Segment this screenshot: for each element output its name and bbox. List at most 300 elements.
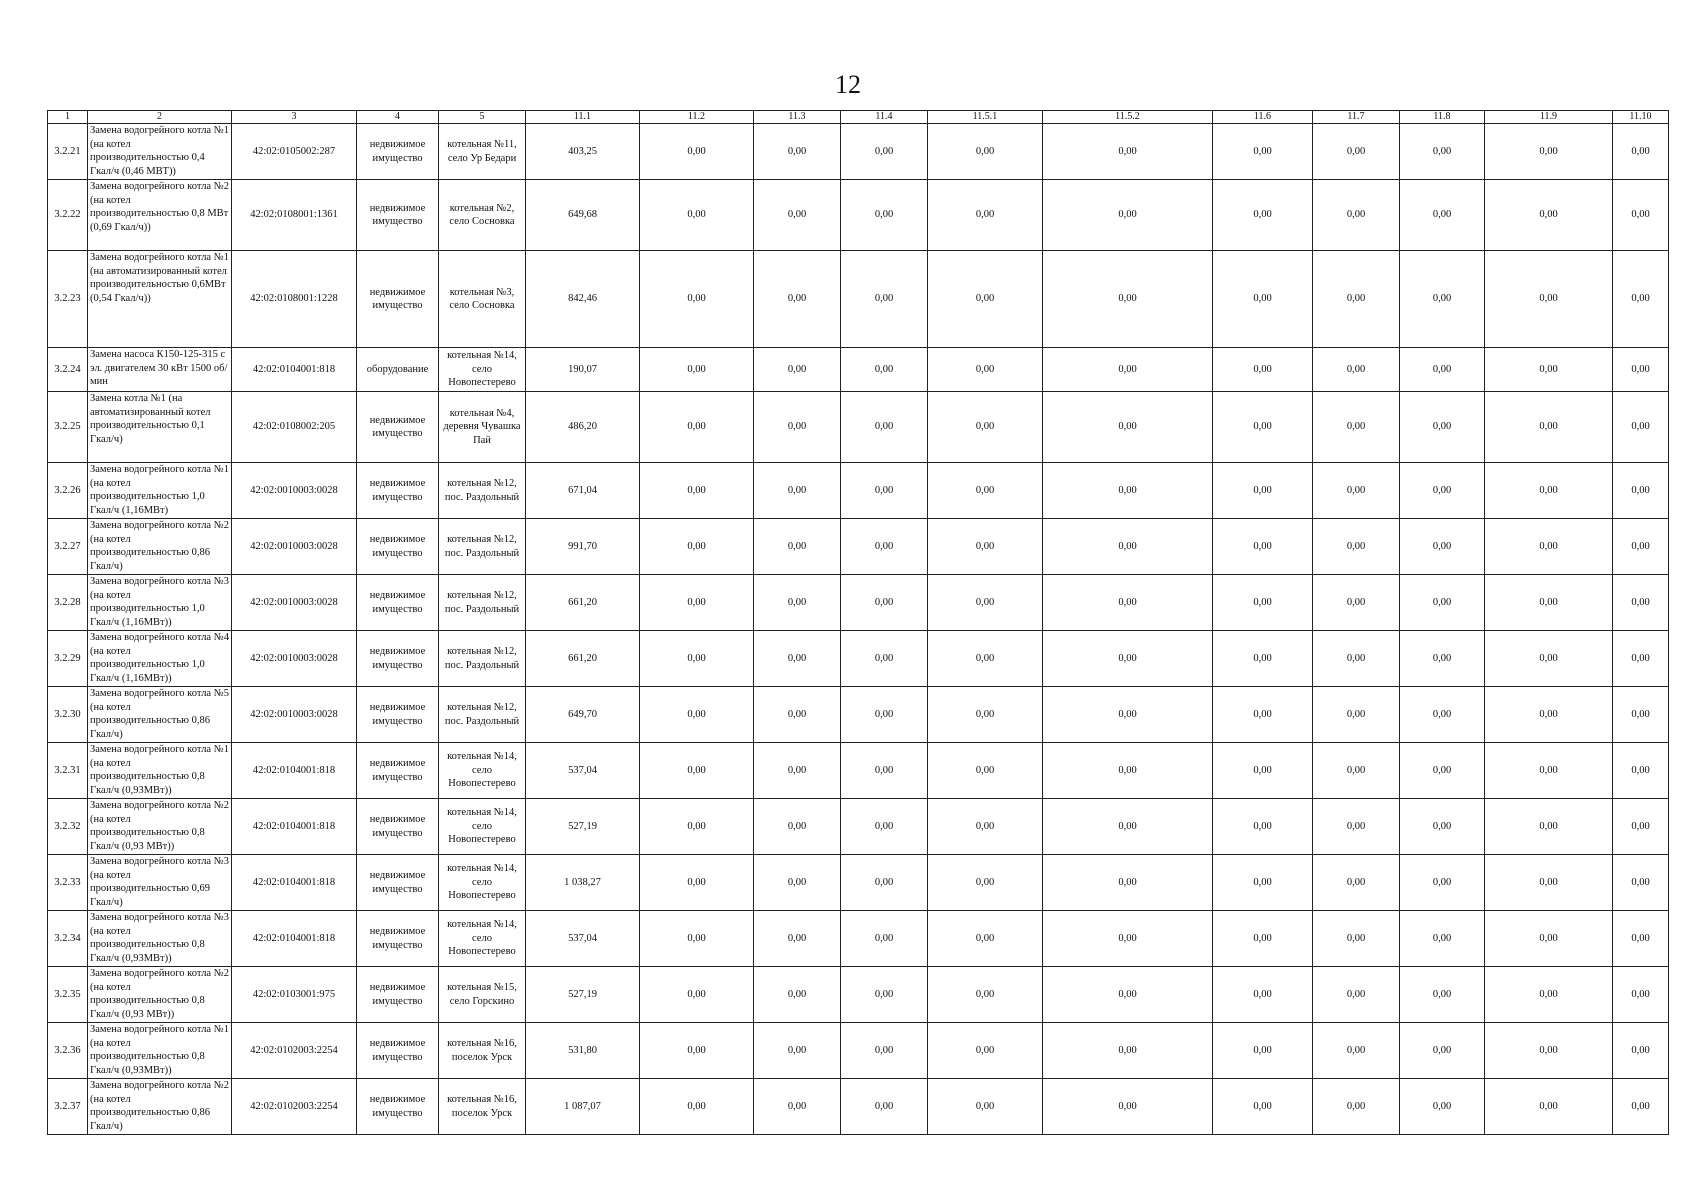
property-type: недвижимое имущество (357, 392, 439, 463)
work-description: Замена водогрейного котла №3 (на котел производительностью 0,69 Гкал/ч) (88, 855, 232, 911)
value-cell: 0,00 (1213, 1079, 1313, 1135)
value-cell: 0,00 (1485, 519, 1613, 575)
cadastral-number: 42:02:0104001:818 (232, 911, 357, 967)
work-description: Замена водогрейного котла №3 (на котел производительностью 0,8 Гкал/ч (0,93МВт)) (88, 911, 232, 967)
column-header: 11.7 (1313, 111, 1400, 124)
column-header: 11.2 (640, 111, 754, 124)
property-type: недвижимое имущество (357, 180, 439, 251)
value-cell: 0,00 (841, 519, 928, 575)
value-cell: 0,00 (1485, 911, 1613, 967)
value-cell: 0,00 (1313, 743, 1400, 799)
work-description: Замена водогрейного котла №2 (на котел производительностью 0,8 МВт (0,69 Гкал/ч)) (88, 180, 232, 251)
value-cell: 0,00 (1613, 967, 1669, 1023)
facility-name: котельная №14, село Новопестерево (439, 855, 526, 911)
column-header: 11.1 (526, 111, 640, 124)
value-cell: 0,00 (1313, 687, 1400, 743)
row-number: 3.2.33 (48, 855, 88, 911)
value-cell: 0,00 (1400, 251, 1485, 348)
value-cell: 0,00 (1213, 631, 1313, 687)
value-cell: 0,00 (754, 631, 841, 687)
facility-name: котельная №12, пос. Раздольный (439, 463, 526, 519)
value-cell: 0,00 (754, 967, 841, 1023)
value-cell: 649,68 (526, 180, 640, 251)
column-header: 5 (439, 111, 526, 124)
value-cell: 0,00 (1043, 463, 1213, 519)
value-cell: 0,00 (841, 799, 928, 855)
value-cell: 0,00 (1043, 855, 1213, 911)
value-cell: 0,00 (841, 251, 928, 348)
value-cell: 0,00 (841, 575, 928, 631)
table-row (48, 743, 1669, 799)
value-cell: 0,00 (640, 251, 754, 348)
column-header: 11.5.1 (928, 111, 1043, 124)
cadastral-number: 42:02:0105002:287 (232, 124, 357, 180)
table-row (48, 631, 1669, 687)
column-header: 11.6 (1213, 111, 1313, 124)
value-cell: 0,00 (1213, 519, 1313, 575)
value-cell: 0,00 (1400, 519, 1485, 575)
row-number: 3.2.32 (48, 799, 88, 855)
value-cell: 0,00 (1613, 687, 1669, 743)
value-cell: 0,00 (928, 631, 1043, 687)
column-header: 3 (232, 111, 357, 124)
value-cell: 0,00 (754, 911, 841, 967)
value-cell: 0,00 (1313, 463, 1400, 519)
value-cell: 0,00 (1400, 392, 1485, 463)
value-cell: 0,00 (1043, 180, 1213, 251)
value-cell: 0,00 (1613, 575, 1669, 631)
value-cell: 0,00 (1613, 911, 1669, 967)
value-cell: 0,00 (754, 251, 841, 348)
cadastral-number: 42:02:0108002:205 (232, 392, 357, 463)
facility-name: котельная №12, пос. Раздольный (439, 575, 526, 631)
row-number: 3.2.25 (48, 392, 88, 463)
value-cell: 0,00 (1400, 1079, 1485, 1135)
value-cell: 0,00 (640, 180, 754, 251)
value-cell: 0,00 (1613, 180, 1669, 251)
table-row (48, 575, 1669, 631)
value-cell: 0,00 (1400, 1023, 1485, 1079)
value-cell: 0,00 (1613, 348, 1669, 392)
value-cell: 0,00 (1613, 799, 1669, 855)
cadastral-number: 42:02:0010003:0028 (232, 631, 357, 687)
value-cell: 0,00 (841, 855, 928, 911)
row-number: 3.2.31 (48, 743, 88, 799)
cadastral-number: 42:02:0010003:0028 (232, 687, 357, 743)
value-cell: 0,00 (1613, 855, 1669, 911)
property-type: недвижимое имущество (357, 463, 439, 519)
column-header: 1 (48, 111, 88, 124)
value-cell: 0,00 (1485, 631, 1613, 687)
table-row (48, 1079, 1669, 1135)
value-cell: 0,00 (1485, 392, 1613, 463)
value-cell: 0,00 (928, 392, 1043, 463)
value-cell: 537,04 (526, 743, 640, 799)
work-description: Замена водогрейного котла №1 (на котел производительностью 0,8 Гкал/ч (0,93МВт)) (88, 1023, 232, 1079)
facility-name: котельная №3, село Сосновка (439, 251, 526, 348)
table-row (48, 519, 1669, 575)
value-cell: 0,00 (754, 1079, 841, 1135)
column-header: 2 (88, 111, 232, 124)
work-description: Замена водогрейного котла №1 (на котел производительностью 0,4 Гкал/ч (0,46 МВТ)) (88, 124, 232, 180)
column-header: 11.3 (754, 111, 841, 124)
row-number: 3.2.27 (48, 519, 88, 575)
value-cell: 0,00 (640, 575, 754, 631)
facility-name: котельная №16, поселок Урск (439, 1023, 526, 1079)
value-cell: 0,00 (640, 911, 754, 967)
value-cell: 0,00 (1043, 392, 1213, 463)
row-number: 3.2.22 (48, 180, 88, 251)
facility-name: котельная №14, село Новопестерево (439, 743, 526, 799)
facility-name: котельная №14, село Новопестерево (439, 348, 526, 392)
value-cell: 0,00 (754, 519, 841, 575)
value-cell: 0,00 (1213, 687, 1313, 743)
column-header: 11.4 (841, 111, 928, 124)
value-cell: 0,00 (1043, 799, 1213, 855)
value-cell: 0,00 (1485, 251, 1613, 348)
value-cell: 0,00 (754, 799, 841, 855)
value-cell: 0,00 (754, 463, 841, 519)
value-cell: 0,00 (1485, 967, 1613, 1023)
value-cell: 0,00 (1043, 575, 1213, 631)
value-cell: 0,00 (841, 687, 928, 743)
value-cell: 0,00 (1043, 743, 1213, 799)
table-row (48, 124, 1669, 180)
column-header: 4 (357, 111, 439, 124)
value-cell: 0,00 (1613, 251, 1669, 348)
value-cell: 0,00 (1313, 799, 1400, 855)
value-cell: 0,00 (928, 180, 1043, 251)
column-header: 11.8 (1400, 111, 1485, 124)
value-cell: 0,00 (841, 392, 928, 463)
value-cell: 0,00 (928, 799, 1043, 855)
table-body (48, 124, 1669, 1135)
value-cell: 0,00 (841, 124, 928, 180)
value-cell: 0,00 (1400, 348, 1485, 392)
value-cell: 0,00 (1485, 743, 1613, 799)
work-description: Замена водогрейного котла №1 (на автоматизированный котел производительностью 0,6МВт (0,54 Гкал/ч)) (88, 251, 232, 348)
work-description: Замена водогрейного котла №5 (на котел производительностью 0,86 Гкал/ч) (88, 687, 232, 743)
value-cell: 0,00 (928, 687, 1043, 743)
cadastral-number: 42:02:0108001:1361 (232, 180, 357, 251)
value-cell: 0,00 (928, 575, 1043, 631)
value-cell: 0,00 (1313, 911, 1400, 967)
value-cell: 0,00 (928, 251, 1043, 348)
row-number: 3.2.37 (48, 1079, 88, 1135)
value-cell: 0,00 (640, 1023, 754, 1079)
value-cell: 0,00 (928, 348, 1043, 392)
value-cell: 842,46 (526, 251, 640, 348)
row-number: 3.2.21 (48, 124, 88, 180)
value-cell: 0,00 (841, 631, 928, 687)
value-cell: 0,00 (841, 911, 928, 967)
value-cell: 190,07 (526, 348, 640, 392)
value-cell: 537,04 (526, 911, 640, 967)
cadastral-number: 42:02:0010003:0028 (232, 575, 357, 631)
value-cell: 0,00 (640, 687, 754, 743)
value-cell: 1 038,27 (526, 855, 640, 911)
cadastral-number: 42:02:0104001:818 (232, 348, 357, 392)
work-description: Замена насоса К150-125-315 с эл. двигателем 30 кВт 1500 об/мин (88, 348, 232, 392)
value-cell: 0,00 (1613, 392, 1669, 463)
row-number: 3.2.36 (48, 1023, 88, 1079)
facility-name: котельная №12, пос. Раздольный (439, 631, 526, 687)
value-cell: 0,00 (1313, 967, 1400, 1023)
cadastral-number: 42:02:0108001:1228 (232, 251, 357, 348)
value-cell: 0,00 (928, 1079, 1043, 1135)
value-cell: 0,00 (640, 799, 754, 855)
value-cell: 0,00 (1485, 799, 1613, 855)
property-type: недвижимое имущество (357, 1023, 439, 1079)
value-cell: 0,00 (841, 1079, 928, 1135)
value-cell: 0,00 (1043, 1023, 1213, 1079)
value-cell: 0,00 (640, 967, 754, 1023)
value-cell: 0,00 (1313, 1079, 1400, 1135)
value-cell: 0,00 (1485, 575, 1613, 631)
cadastral-number: 42:02:0102003:2254 (232, 1023, 357, 1079)
value-cell: 0,00 (841, 180, 928, 251)
value-cell: 0,00 (754, 855, 841, 911)
property-type: недвижимое имущество (357, 575, 439, 631)
value-cell: 0,00 (1400, 967, 1485, 1023)
value-cell: 0,00 (1485, 463, 1613, 519)
table-row (48, 1023, 1669, 1079)
value-cell: 0,00 (1043, 519, 1213, 575)
value-cell: 0,00 (1313, 251, 1400, 348)
value-cell: 0,00 (1213, 124, 1313, 180)
value-cell: 661,20 (526, 631, 640, 687)
value-cell: 0,00 (1485, 855, 1613, 911)
value-cell: 0,00 (1313, 124, 1400, 180)
property-type: недвижимое имущество (357, 519, 439, 575)
value-cell: 661,20 (526, 575, 640, 631)
facility-name: котельная №14, село Новопестерево (439, 799, 526, 855)
value-cell: 0,00 (1213, 180, 1313, 251)
value-cell: 0,00 (1043, 687, 1213, 743)
value-cell: 0,00 (640, 1079, 754, 1135)
table-row (48, 348, 1669, 392)
value-cell: 0,00 (1213, 392, 1313, 463)
value-cell: 0,00 (1213, 251, 1313, 348)
table-row (48, 967, 1669, 1023)
row-number: 3.2.34 (48, 911, 88, 967)
value-cell: 0,00 (928, 855, 1043, 911)
value-cell: 0,00 (1613, 1079, 1669, 1135)
cadastral-number: 42:02:0010003:0028 (232, 463, 357, 519)
value-cell: 0,00 (1213, 348, 1313, 392)
value-cell: 0,00 (1313, 180, 1400, 251)
row-number: 3.2.24 (48, 348, 88, 392)
value-cell: 0,00 (1213, 743, 1313, 799)
value-cell: 0,00 (1313, 575, 1400, 631)
value-cell: 0,00 (1213, 911, 1313, 967)
cadastral-number: 42:02:0010003:0028 (232, 519, 357, 575)
value-cell: 0,00 (1313, 631, 1400, 687)
value-cell: 0,00 (1485, 124, 1613, 180)
property-type: недвижимое имущество (357, 631, 439, 687)
value-cell: 991,70 (526, 519, 640, 575)
investment-table (47, 110, 1669, 1135)
value-cell: 0,00 (1313, 348, 1400, 392)
table-row (48, 180, 1669, 251)
property-type: недвижимое имущество (357, 743, 439, 799)
column-header: 11.10 (1613, 111, 1669, 124)
value-cell: 486,20 (526, 392, 640, 463)
property-type: недвижимое имущество (357, 687, 439, 743)
value-cell: 0,00 (754, 348, 841, 392)
page-number: 12 (835, 70, 861, 99)
value-cell: 0,00 (928, 911, 1043, 967)
property-type: недвижимое имущество (357, 1079, 439, 1135)
value-cell: 0,00 (841, 463, 928, 519)
facility-name: котельная №16, поселок Урск (439, 1079, 526, 1135)
value-cell: 0,00 (1400, 124, 1485, 180)
value-cell: 0,00 (1400, 463, 1485, 519)
value-cell: 0,00 (1400, 687, 1485, 743)
facility-name: котельная №11, село Ур Бедари (439, 124, 526, 180)
value-cell: 527,19 (526, 799, 640, 855)
value-cell: 0,00 (928, 463, 1043, 519)
cadastral-number: 42:02:0104001:818 (232, 855, 357, 911)
value-cell: 0,00 (754, 743, 841, 799)
value-cell: 527,19 (526, 967, 640, 1023)
value-cell: 0,00 (1313, 519, 1400, 575)
facility-name: котельная №14, село Новопестерево (439, 911, 526, 967)
value-cell: 0,00 (640, 855, 754, 911)
value-cell: 0,00 (928, 743, 1043, 799)
column-header: 11.9 (1485, 111, 1613, 124)
value-cell: 0,00 (640, 519, 754, 575)
row-number: 3.2.26 (48, 463, 88, 519)
property-type: недвижимое имущество (357, 855, 439, 911)
work-description: Замена котла №1 (на автоматизированный котел производительностью 0,1 Гкал/ч) (88, 392, 232, 463)
value-cell: 0,00 (928, 1023, 1043, 1079)
value-cell: 0,00 (1485, 348, 1613, 392)
value-cell: 0,00 (1613, 124, 1669, 180)
property-type: недвижимое имущество (357, 799, 439, 855)
value-cell: 0,00 (1400, 180, 1485, 251)
value-cell: 0,00 (1043, 911, 1213, 967)
value-cell: 0,00 (1400, 743, 1485, 799)
row-number: 3.2.28 (48, 575, 88, 631)
value-cell: 0,00 (1613, 1023, 1669, 1079)
table-row (48, 799, 1669, 855)
value-cell: 0,00 (640, 348, 754, 392)
value-cell: 0,00 (841, 967, 928, 1023)
value-cell: 0,00 (1213, 575, 1313, 631)
value-cell: 0,00 (1400, 855, 1485, 911)
value-cell: 0,00 (1485, 687, 1613, 743)
value-cell: 0,00 (1213, 463, 1313, 519)
property-type: недвижимое имущество (357, 251, 439, 348)
value-cell: 0,00 (841, 348, 928, 392)
value-cell: 0,00 (928, 519, 1043, 575)
value-cell: 0,00 (640, 124, 754, 180)
value-cell: 0,00 (928, 124, 1043, 180)
value-cell: 671,04 (526, 463, 640, 519)
value-cell: 0,00 (1213, 799, 1313, 855)
facility-name: котельная №15, село Горскино (439, 967, 526, 1023)
cadastral-number: 42:02:0104001:818 (232, 799, 357, 855)
value-cell: 0,00 (1400, 911, 1485, 967)
value-cell: 0,00 (1043, 1079, 1213, 1135)
value-cell: 0,00 (1485, 1023, 1613, 1079)
value-cell: 0,00 (841, 1023, 928, 1079)
work-description: Замена водогрейного котла №1 (на котел производительностью 0,8 Гкал/ч (0,93МВт)) (88, 743, 232, 799)
value-cell: 0,00 (1043, 124, 1213, 180)
work-description: Замена водогрейного котла №2 (на котел производительностью 0,86 Гкал/ч) (88, 1079, 232, 1135)
value-cell: 0,00 (1043, 631, 1213, 687)
cadastral-number: 42:02:0102003:2254 (232, 1079, 357, 1135)
value-cell: 0,00 (1400, 631, 1485, 687)
cadastral-number: 42:02:0103001:975 (232, 967, 357, 1023)
row-number: 3.2.29 (48, 631, 88, 687)
value-cell: 0,00 (1313, 1023, 1400, 1079)
facility-name: котельная №12, пос. Раздольный (439, 687, 526, 743)
value-cell: 0,00 (640, 392, 754, 463)
value-cell: 0,00 (754, 124, 841, 180)
value-cell: 0,00 (841, 743, 928, 799)
cadastral-number: 42:02:0104001:818 (232, 743, 357, 799)
value-cell: 0,00 (1485, 180, 1613, 251)
table-row (48, 463, 1669, 519)
value-cell: 0,00 (1613, 743, 1669, 799)
work-description: Замена водогрейного котла №3 (на котел производительностью 1,0 Гкал/ч (1,16МВт)) (88, 575, 232, 631)
value-cell: 0,00 (1043, 348, 1213, 392)
value-cell: 0,00 (1313, 392, 1400, 463)
column-header: 11.5.2 (1043, 111, 1213, 124)
value-cell: 0,00 (1043, 967, 1213, 1023)
value-cell: 0,00 (640, 743, 754, 799)
work-description: Замена водогрейного котла №2 (на котел производительностью 0,8 Гкал/ч (0,93 МВт)) (88, 967, 232, 1023)
value-cell: 0,00 (640, 631, 754, 687)
value-cell: 0,00 (754, 392, 841, 463)
value-cell: 0,00 (1400, 799, 1485, 855)
value-cell: 0,00 (640, 463, 754, 519)
facility-name: котельная №2, село Сосновка (439, 180, 526, 251)
value-cell: 0,00 (754, 1023, 841, 1079)
table-row (48, 392, 1669, 463)
value-cell: 0,00 (1400, 575, 1485, 631)
value-cell: 649,70 (526, 687, 640, 743)
value-cell: 0,00 (1485, 1079, 1613, 1135)
table-row (48, 911, 1669, 967)
value-cell: 0,00 (1613, 519, 1669, 575)
value-cell: 0,00 (754, 180, 841, 251)
value-cell: 0,00 (1313, 855, 1400, 911)
work-description: Замена водогрейного котла №2 (на котел производительностью 0,8 Гкал/ч (0,93 МВт)) (88, 799, 232, 855)
value-cell: 0,00 (1213, 967, 1313, 1023)
row-number: 3.2.30 (48, 687, 88, 743)
property-type: недвижимое имущество (357, 124, 439, 180)
value-cell: 0,00 (1613, 463, 1669, 519)
property-type: недвижимое имущество (357, 911, 439, 967)
table-row (48, 687, 1669, 743)
value-cell: 1 087,07 (526, 1079, 640, 1135)
header-row (48, 111, 1669, 124)
value-cell: 0,00 (1043, 251, 1213, 348)
value-cell: 0,00 (1613, 631, 1669, 687)
value-cell: 403,25 (526, 124, 640, 180)
work-description: Замена водогрейного котла №2 (на котел производительностью 0,86 Гкал/ч) (88, 519, 232, 575)
value-cell: 0,00 (928, 967, 1043, 1023)
facility-name: котельная №12, пос. Раздольный (439, 519, 526, 575)
property-type: недвижимое имущество (357, 967, 439, 1023)
value-cell: 0,00 (754, 687, 841, 743)
work-description: Замена водогрейного котла №1 (на котел производительностью 1,0 Гкал/ч (1,16МВт) (88, 463, 232, 519)
work-description: Замена водогрейного котла №4 (на котел производительностью 1,0 Гкал/ч (1,16МВт)) (88, 631, 232, 687)
value-cell: 0,00 (1213, 1023, 1313, 1079)
